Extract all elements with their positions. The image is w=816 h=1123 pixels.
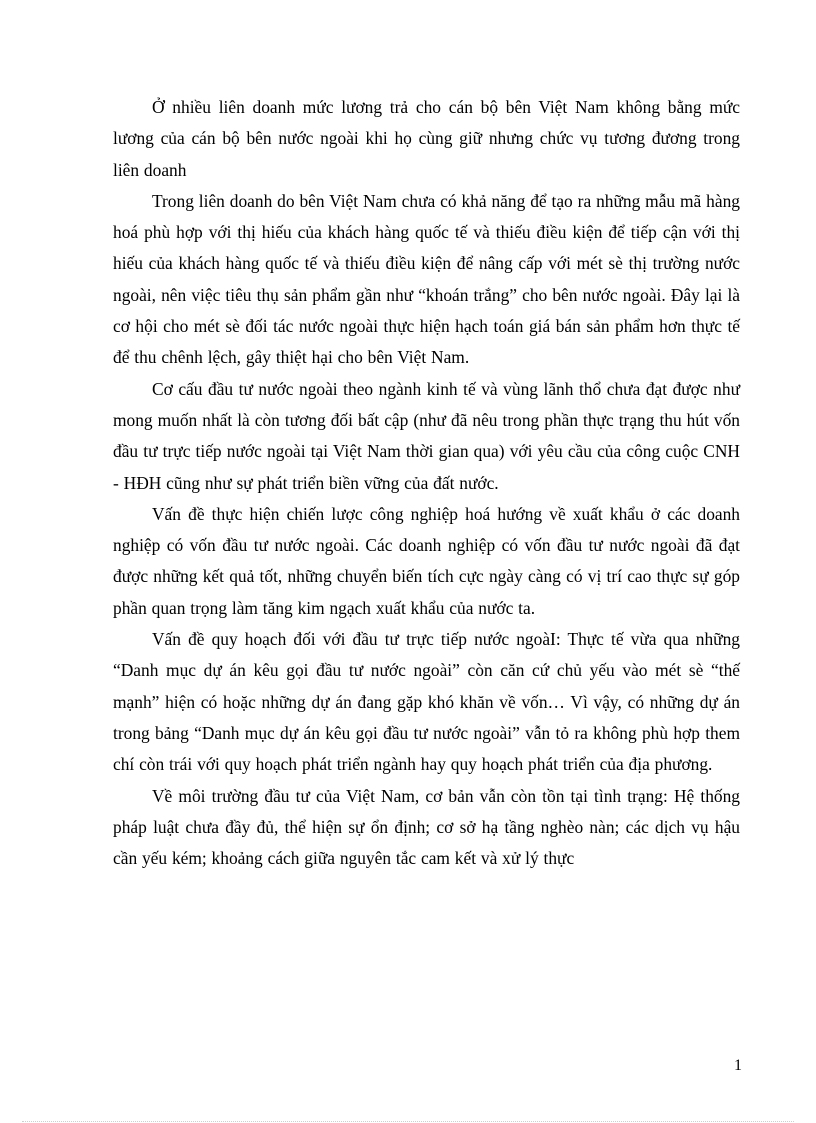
- page-number: 1: [734, 1057, 742, 1074]
- paragraph-planning: Vấn đề quy hoạch đối với đầu tư trực tiếp nước ngoàI: Thực tế vừa qua những “Danh mục dự án kêu gọi đầu tư nước ngoài” còn căn cứ chủ yếu vào mét sè “thế mạnh” hiện có hoặc những dự án đang gặp khó khăn về vốn… Vì vậy, có những dự án trong bảng “Danh mục dự án kêu gọi đầu tư nước ngoài” vẫn tỏ ra không phù hợp them chí còn trái với quy hoạch phát triển ngành hay quy hoạch phát triển của địa phương.: [113, 629, 740, 775]
- paragraph-investment-environment: Về môi trường đầu tư của Việt Nam, cơ bản vẫn còn tồn tại tình trạng: Hệ thống pháp luật chưa đầy đủ, thể hiện sự ổn định; cơ sở hạ tầng nghèo nàn; các dịch vụ hậu cần yếu kém; khoảng cách giữa nguyên tắc cam kết và xử lý thực: [113, 785, 740, 869]
- paragraph-export-strategy: Vấn đề thực hiện chiến lược công nghiệp hoá hướng về xuất khẩu ở các doanh nghiệp có vốn đầu tư nước ngoài. Các doanh nghiệp có vốn đầu tư nước ngoài đã đạt được những kết quả tốt, những chuyển biến tích cực ngày càng có vị trí cao thực sự góp phần quan trọng làm tăng kim ngạch xuất khẩu của nước ta.: [113, 503, 740, 618]
- page-bottom-border: [22, 1121, 794, 1122]
- paragraph-investment-structure: Cơ cấu đầu tư nước ngoài theo ngành kinh tế và vùng lãnh thổ chưa đạt được như mong muốn nhất là còn tương đối bất cập (như đã nêu trong phần thực trạng thu hút vốn đầu tư trực tiếp nước ngoài tại Việt Nam thời gian qua) với yêu cầu của công cuộc CNH - HĐH cũng như sự phát triển biền vững của đất nước.: [113, 378, 740, 493]
- document-body: [113, 92, 740, 874]
- paragraph-salary-gap: Ở nhiều liên doanh mức lương trả cho cán bộ bên Việt Nam không bằng mức lương của cán bộ bên nước ngoài khi họ cùng giữ nhưng chức vụ tương đương trong liên doanh: [113, 97, 740, 180]
- paragraph-product-design: Trong liên doanh do bên Việt Nam chưa có khả năng để tạo ra những mẫu mã hàng hoá phù hợp với thị hiếu của khách hàng quốc tế và thiếu điều kiện để tiếp cận với thị hiếu của khách hàng quốc tế và thiếu điều kiện để nâng cấp với mét sè thị trường nước ngoài, nên việc tiêu thụ sản phẩm gần như “khoán trắng” cho bên nước ngoài. Đây lại là cơ hội cho mét sè đối tác nước ngoài thực hiện hạch toán giá bán sản phẩm hơn thực tế để thu chênh lệch, gây thiệt hại cho bên Việt Nam.: [113, 190, 740, 368]
